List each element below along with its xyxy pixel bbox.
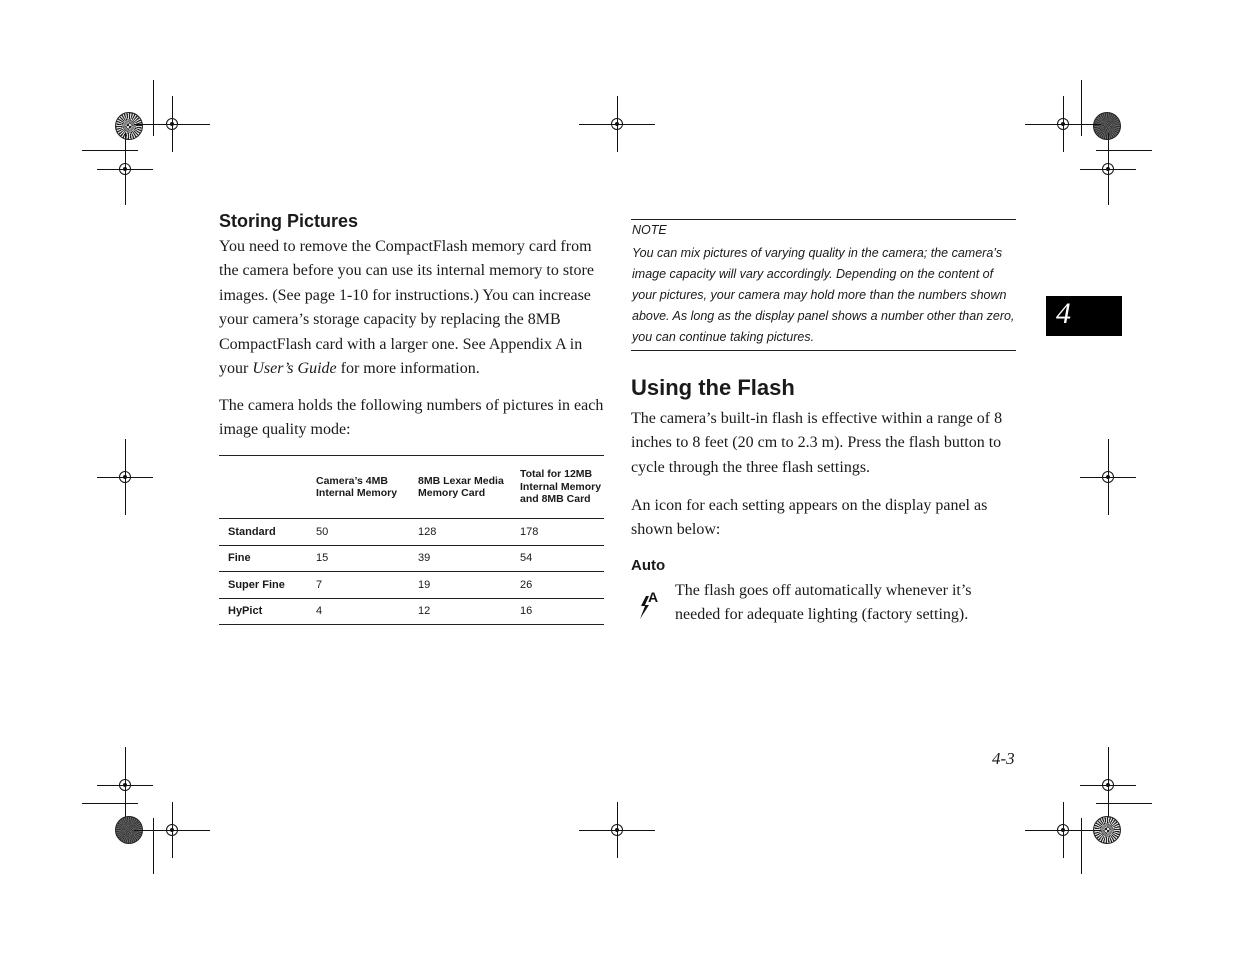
crop-line [153,818,154,874]
guide-title: User’s Guide [252,360,337,378]
flash-paragraph-1: The camera’s built-in flash is effective within a range of 8 inches to 8 feet (20 cm to 2.3 m). Press the flash button to cycle through the three flash settings. [631,410,1003,476]
table-row [219,519,604,546]
table-cell: 4 [307,598,409,625]
table-header-cell: Total for 12MB Internal Memory and 8MB Card [511,456,604,519]
crop-line [1096,803,1152,804]
note-text: You can mix pictures of varying quality in the camera; the camera’s image capacity will vary accordingly. Depending on the content of your pictures, your camera may hold more than the numbers shown above. As long as the display panel shows a number other than zero, you can continue taking pictures. [632,246,1015,344]
storing-paragraph-2: The camera holds the following numbers of pictures in each image quality mode: [219,397,604,439]
table-row-label: Standard [219,519,307,546]
table-row-label: HyPict [219,598,307,625]
chapter-number: 4 [1056,297,1071,330]
table-header-row [219,456,604,519]
table-cell: 128 [409,519,511,546]
crop-line [82,150,138,151]
section-heading-storing: Storing Pictures [219,211,359,231]
table-header-cell: 8MB Lexar Media Memory Card [409,456,511,519]
table-cell: 178 [511,519,604,546]
crop-line [153,80,154,136]
crop-line [1081,80,1082,136]
table-cell: 50 [307,519,409,546]
table-row [219,545,604,572]
table-header-cell: Camera’s 4MB Internal Memory [307,456,409,519]
flash-paragraph-2: An icon for each setting appears on the display panel as shown below: [631,497,988,539]
table-row-label: Super Fine [219,572,307,599]
auto-description: The flash goes off automatically whenever it’s needed for adequate lighting (factory setting). [675,582,972,624]
paragraph-text: for more information. [336,360,480,378]
flash-auto-letter: A [648,589,659,605]
table-cell: 19 [409,572,511,599]
table-row [219,572,604,599]
crop-line [1081,818,1082,874]
flash-auto-icon [637,586,661,622]
table-cell: 12 [409,598,511,625]
subheading-auto: Auto [631,557,666,574]
crop-line [82,803,138,804]
chapter-tab [1046,296,1122,336]
table-cell: 15 [307,545,409,572]
registration-star-icon [1093,112,1121,140]
table-cell: 16 [511,598,604,625]
crop-line [1096,150,1152,151]
note-label: NOTE [632,223,667,237]
section-heading-flash: Using the Flash [631,375,795,400]
storing-paragraph-1 [219,235,604,381]
table-cell: 26 [511,572,604,599]
table-row [219,598,604,625]
table-header-cell [219,456,307,519]
page-number: 4-3 [992,749,1015,768]
table-cell: 54 [511,545,604,572]
table-cell: 7 [307,572,409,599]
paragraph-text: You need to remove the CompactFlash memory card from the camera before you can use its internal memory to store images. (See page 1-10 for instructions.) You can increase your camera’s storage capacity by replacing the 8MB CompactFlash card with a larger one. See Appendix A in your [219,238,594,378]
registration-star-icon [115,112,143,140]
table-row-label: Fine [219,545,307,572]
table-cell: 39 [409,545,511,572]
picture-capacity-table [219,455,604,625]
